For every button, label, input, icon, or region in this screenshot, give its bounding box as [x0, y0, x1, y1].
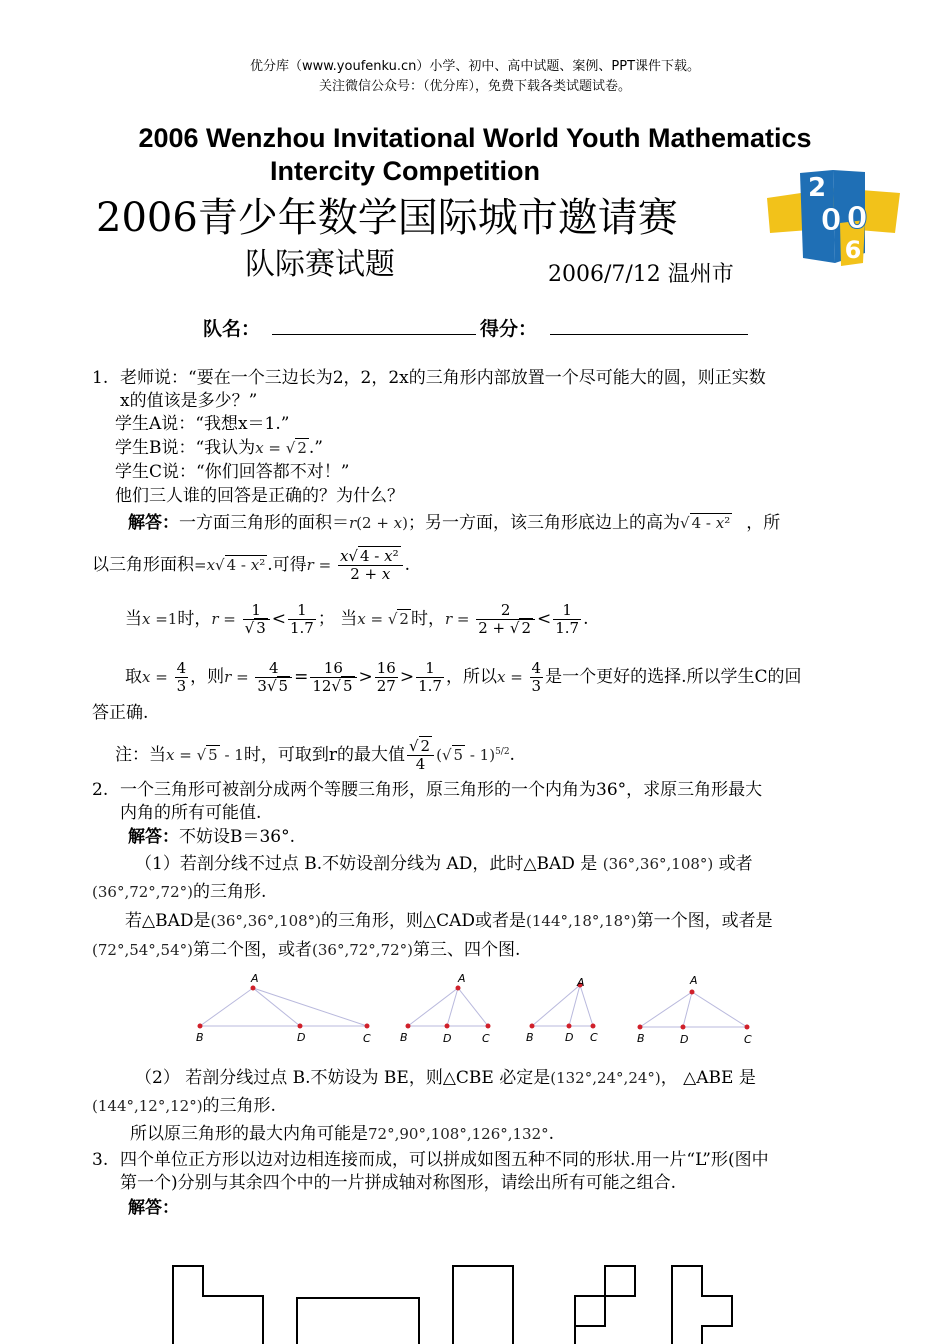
- q2-triangle-figures: [190, 970, 760, 1050]
- q3-line2: 第一个)分别与其余四个中的一片拼成轴对称图形，请绘出所有可能之组合.: [120, 1173, 677, 1193]
- fig1-triangle: [200, 988, 367, 1026]
- chinese-title: 2006青少年数学国际城市邀请赛: [96, 195, 678, 241]
- fig3-label-a: A: [577, 976, 585, 989]
- logo-digit-6: 6: [844, 236, 862, 264]
- score-label: 得分：: [480, 318, 538, 340]
- q1-line2: x的值该是多少？”: [120, 391, 258, 411]
- q2-answer: 解答：不妨设B＝36°.: [128, 827, 296, 847]
- fig3-label-c: C: [590, 1031, 598, 1044]
- team-name-field[interactable]: [272, 334, 476, 335]
- q2-conclusion: 所以原三角形的最大内角可能是72°,90°,108°,126°,132°.: [130, 1124, 555, 1144]
- fig1-label-c: C: [363, 1032, 371, 1045]
- english-title-line1: 2006 Wenzhou Invitational World Youth Mathematics: [138, 123, 812, 153]
- i-shape: [297, 1298, 419, 1344]
- fig3-triangle: [532, 985, 593, 1026]
- q1-number: 1.: [92, 368, 109, 388]
- q3-answer-label: 解答：: [128, 1198, 179, 1218]
- score-field[interactable]: [550, 334, 748, 335]
- q2-part1-c: 若△BAD是(36°,36°,108°)的三角形，则△CAD或者是(144°,18°,18°)第一个图，或者是: [125, 911, 773, 931]
- fig2-split: [447, 988, 458, 1026]
- fig2-triangle: [408, 988, 488, 1026]
- q2-part1-d: (72°,54°,54°)第二个图，或者(36°,72°,72°)第三、四个图.: [92, 940, 521, 960]
- fig1-label-d: D: [297, 1031, 306, 1044]
- fig4-label-b: B: [637, 1032, 645, 1045]
- q1-take-line: 取x = $\frac{4}{3}$ ，则r = $\frac{4}{3√ 5}$ = $\frac{16}{12√ 5}$ > $\frac{16}{27}$ > $\frac{1}{1.7}$ ，所以x = $\frac{4}{3}$ 是一个更好的选择.所以学生C的回: [125, 659, 802, 695]
- fig2-label-a: A: [458, 972, 466, 985]
- t-shape: [672, 1266, 732, 1344]
- q2-part2-b: (144°,12°,12°)的三角形.: [92, 1096, 276, 1116]
- fig4-label-d: D: [680, 1033, 689, 1046]
- q1-answer-line1: 解答：一方面三角形的面积＝r(2 + x)；另一方面，该三角形底边上的高为√ 4 - x² ，所: [128, 513, 781, 533]
- fig2-label-b: B: [400, 1031, 408, 1044]
- q1-case-line: 当x =1时，r = $\frac{1}{√ 3}$ < $\frac{1}{1.7}$ ； 当x = √ 2 时，r = $\frac{2}{2 + √ 2}$ < $\frac{1}{1.7}$ .: [125, 601, 589, 637]
- fig2-label-c: C: [482, 1032, 490, 1045]
- q3-number: 3.: [92, 1150, 109, 1170]
- site-header-line2: 关注微信公众号：（优分库），免费下载各类试题试卷。: [318, 79, 631, 94]
- q2-line1: 一个三角形可被剖分成两个等腰三角形，原三角形的一个内角为36°，求原三角形最大: [120, 780, 763, 800]
- date-location: 2006/7/12 温州市: [548, 262, 734, 287]
- q3-tetromino-figures: [165, 1258, 785, 1344]
- q2-line2: 内角的所有可能值.: [120, 803, 262, 823]
- fig4-triangle: [640, 992, 747, 1027]
- q1-student-a: 学生A说：“我想x＝1.”: [115, 414, 290, 434]
- fig4-label-c: C: [744, 1033, 752, 1046]
- q1-student-b: 学生B说：“我认为x = √ 2 .”: [115, 438, 323, 458]
- fig3-label-d: D: [565, 1031, 574, 1044]
- q1-answer-label: 解答：: [128, 513, 179, 533]
- chinese-subtitle: 队际赛试题: [245, 247, 395, 282]
- fig2-label-d: D: [443, 1032, 452, 1045]
- fig4-label-a: A: [690, 974, 698, 987]
- fig3-split: [569, 985, 580, 1026]
- q2-part2-a: （2） 若剖分线过点 B.不妨设为 BE，则△CBE 必定是(132°,24°,24°)， △ABE 是: [135, 1068, 756, 1088]
- l-shape: [173, 1266, 263, 1344]
- q1-question: 他们三人谁的回答是正确的？为什么？: [115, 486, 404, 506]
- logo-digit-0a: 0: [820, 203, 842, 238]
- competition-logo: [765, 168, 905, 273]
- fig1-label-a: A: [251, 972, 259, 985]
- q1-note: 注：当x = √ 5 - 1时，可取到r的最大值 $\frac{√ 2}{4}$ (√ 5 - 1)$^{5/2}$.: [115, 737, 515, 773]
- q1-line1: 老师说：“要在一个三边长为2，2，2x的三角形内部放置一个尽可能大的圆，则正实数: [120, 368, 766, 388]
- q1-student-b-text: 学生B说：“我认为: [115, 438, 256, 458]
- q1-student-c: 学生C说：“你们回答都不对！”: [115, 462, 350, 482]
- q2-part1-a: （1）若剖分线不过点 B.不妨设剖分线为 AD，此时△BAD 是 (36°,36°,108°) 或者: [135, 854, 753, 874]
- fig3-label-b: B: [526, 1031, 534, 1044]
- q2-number: 2.: [92, 780, 109, 800]
- fig1-split: [253, 988, 300, 1026]
- q1-take-line-end: 答正确.: [92, 703, 149, 723]
- q1-answer-line2: 以三角形面积=x√ 4 - x² .可得r = $\frac{\text{x√ 4 - x²}}{2 + x}$ .: [92, 547, 411, 583]
- q2-part1-b: (36°,72°,72°)的三角形.: [92, 882, 267, 902]
- english-title-line2: Intercity Competition: [270, 156, 541, 186]
- s-shape: [575, 1266, 635, 1344]
- fig1-label-b: B: [196, 1031, 204, 1044]
- logo-digit-0b: 0: [846, 201, 868, 236]
- site-header-line1: 优分库（www.youfenku.cn）小学、初中、高中试题、案例、PPT课件下载。: [249, 59, 701, 74]
- logo-digit-2: 2: [807, 173, 827, 203]
- o-shape: [453, 1266, 513, 1344]
- team-name-label: 队名：: [203, 318, 261, 340]
- q3-line1: 四个单位正方形以边对边相连接而成，可以拼成如图五种不同的形状.用一片“L”形(图中: [120, 1150, 769, 1170]
